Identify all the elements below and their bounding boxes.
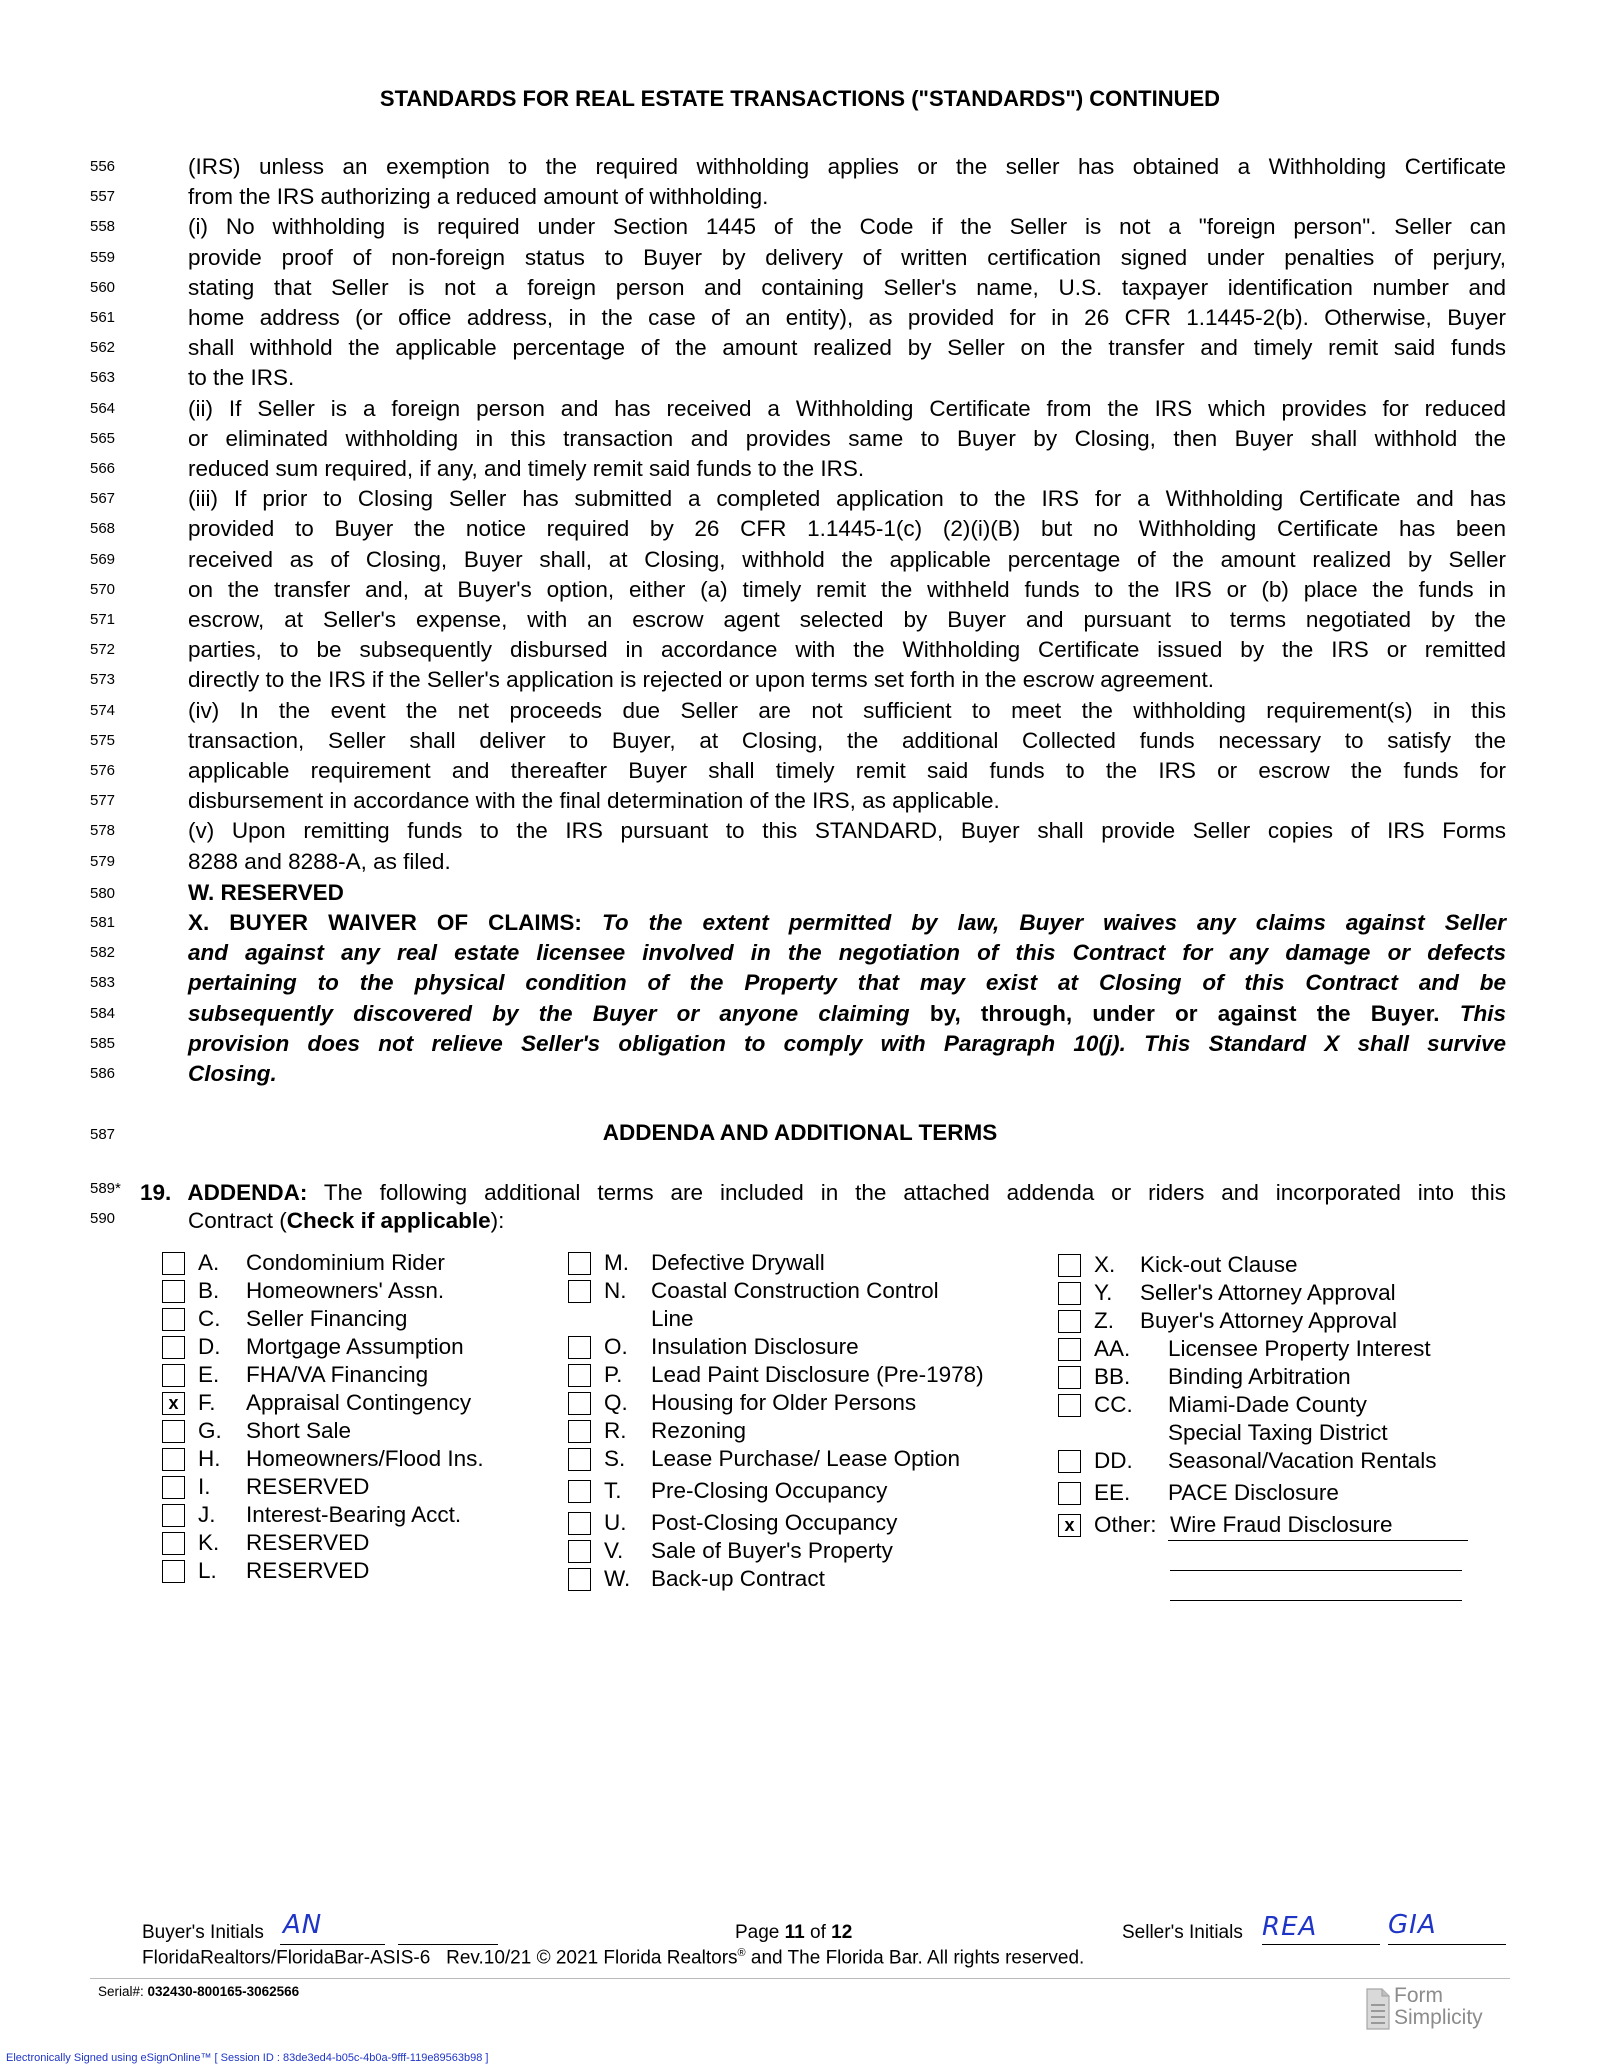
addendum-letter: G.: [198, 1418, 222, 1443]
checkbox-defective-drywall[interactable]: [568, 1252, 591, 1275]
addendum-letter: B.: [198, 1278, 220, 1303]
checkbox-reserved[interactable]: [162, 1532, 185, 1555]
addendum-label: RESERVED: [246, 1474, 370, 1499]
addendum-letter: X.: [1094, 1252, 1116, 1277]
checkbox-seller-financing[interactable]: [162, 1308, 185, 1331]
line-number: 575: [90, 731, 116, 749]
section-x-line: and against any real estate licensee involved in the negotiation of this Contract for any damage or defects: [188, 940, 1506, 966]
addendum-label: Kick-out Clause: [1140, 1252, 1298, 1277]
addendum-letter: M.: [604, 1250, 629, 1275]
section-x-line: X. BUYER WAIVER OF CLAIMS: To the extent permitted by law, Buyer waives any claims against Seller: [188, 910, 1507, 935]
checkbox-insulation-disclosure[interactable]: [568, 1336, 591, 1359]
addendum-letter: L.: [198, 1558, 217, 1583]
body-line: transaction, Seller shall deliver to Buyer, at Closing, the additional Collected funds necessary to satisfy the: [188, 727, 1506, 753]
addendum-label: Interest-Bearing Acct.: [246, 1502, 462, 1527]
addendum-label: Other:: [1094, 1512, 1157, 1537]
checkbox-other[interactable]: x: [1058, 1514, 1081, 1537]
body-line: (i) No withholding is required under Section 1445 of the Code if the Seller is not a "foreign person". Seller can: [188, 214, 1506, 240]
checkbox-pre-closing-occupancy[interactable]: [568, 1480, 591, 1503]
addendum-label-continued: Line: [651, 1306, 694, 1331]
addendum-letter: Y.: [1094, 1280, 1113, 1305]
addendum-letter: P.: [604, 1362, 623, 1387]
checkbox-condominium-rider[interactable]: [162, 1252, 185, 1275]
addendum-label: Insulation Disclosure: [651, 1334, 859, 1359]
serial-number: Serial#: 032430-800165-3062566: [98, 1984, 300, 1999]
form-simplicity-logo: [1366, 1985, 1506, 2033]
addendum-label: Post-Closing Occupancy: [651, 1510, 898, 1535]
addendum-label: Pre-Closing Occupancy: [651, 1478, 888, 1503]
checkbox-lead-paint-disclosure-pre-1978[interactable]: [568, 1364, 591, 1387]
addendum-label: Housing for Older Persons: [651, 1390, 917, 1415]
body-line: (iii) If prior to Closing Seller has submitted a completed application to the IRS for a Withholding Certificate and has: [188, 486, 1506, 512]
body-line: disbursement in accordance with the final determination of the IRS, as applicable.: [188, 788, 1000, 814]
addendum-letter: N.: [604, 1278, 627, 1303]
line-number: 581: [90, 914, 116, 931]
line-number: 585: [90, 1034, 116, 1052]
addendum-label: Binding Arbitration: [1168, 1364, 1351, 1389]
buyer-initial-line-1: [280, 1944, 385, 1945]
line-number: 568: [90, 520, 116, 538]
line-number: 570: [90, 580, 116, 598]
line-number: 556: [90, 158, 116, 175]
addendum-letter: O.: [604, 1334, 628, 1359]
seller-initial-signature-2: GIA: [1388, 1910, 1437, 1940]
checkbox-fha-va-financing[interactable]: [162, 1364, 185, 1387]
addendum-label: Lead Paint Disclosure (Pre-1978): [651, 1362, 984, 1387]
addendum-letter: BB.: [1094, 1364, 1131, 1389]
document-icon: [1366, 1988, 1390, 2030]
addendum-letter: J.: [198, 1502, 216, 1527]
line-number: 569: [90, 550, 116, 568]
addendum-label: Appraisal Contingency: [246, 1390, 472, 1415]
addendum-label: Licensee Property Interest: [1168, 1336, 1431, 1361]
addendum-letter: T.: [604, 1478, 622, 1503]
addendum-letter: I.: [198, 1474, 211, 1499]
section-x-line: pertaining to the physical condition of the Property that may exist at Closing of this Contract and be: [188, 970, 1506, 996]
line-number: 590: [90, 1210, 116, 1227]
addendum-label: Seasonal/Vacation Rentals: [1168, 1448, 1437, 1473]
addendum-label: Short Sale: [246, 1418, 352, 1443]
line-number: 560: [90, 278, 116, 296]
line-number: 562: [90, 339, 116, 357]
paragraph-19-text: The following additional terms are included in the attached addenda or riders and incorporated into this: [307, 1180, 1506, 1205]
line-number: 587: [90, 1126, 116, 1143]
other-addendum-line[interactable]: [1170, 1600, 1462, 1601]
page-title: STANDARDS FOR REAL ESTATE TRANSACTIONS ("STANDARDS") CONTINUED: [379, 86, 1221, 111]
line-number: 582: [90, 944, 116, 962]
line-number: 589*: [90, 1180, 121, 1197]
esign-stamp: Electronically Signed using eSignOnline™ [ Session ID : 83de3ed4-b05c-4b0a-9fff-119e89563b98 ]: [6, 2052, 489, 2064]
checkbox-binding-arbitration[interactable]: [1058, 1366, 1081, 1389]
addendum-label: Mortgage Assumption: [246, 1334, 464, 1359]
addendum-label: Seller Financing: [246, 1306, 408, 1331]
body-line: provide proof of non-foreign status to Buyer by delivery of written certification signed under penalties of perjury,: [188, 244, 1506, 270]
section-x-line: Closing.: [188, 1061, 277, 1086]
checkbox-reserved[interactable]: [162, 1560, 185, 1583]
body-line: escrow, at Seller's expense, with an escrow agent selected by Buyer and pursuant to terms negotiated by the: [188, 607, 1506, 632]
body-line: directly to the IRS if the Seller's application is rejected or upon terms set forth in the escrow agreement.: [188, 667, 1215, 693]
checkbox-kick-out-clause[interactable]: [1058, 1254, 1081, 1277]
addendum-label: Homeowners/Flood Ins.: [246, 1446, 484, 1471]
addendum-letter: H.: [198, 1446, 221, 1471]
line-number: 567: [90, 490, 116, 508]
line-number: 578: [90, 822, 116, 840]
body-line: (ii) If Seller is a foreign person and has received a Withholding Certificate from the IRS which provides for reduced: [188, 395, 1506, 421]
line-number: 586: [90, 1065, 116, 1082]
addendum-label: RESERVED: [246, 1558, 370, 1583]
checkbox-licensee-property-interest[interactable]: [1058, 1338, 1081, 1361]
line-number: 580: [90, 885, 116, 902]
sellers-initials-label: Seller's Initials: [1122, 1922, 1243, 1943]
logo-text-simplicity: Simplicity: [1394, 2006, 1483, 2029]
addendum-label: Lease Purchase/ Lease Option: [651, 1446, 960, 1471]
addendum-label: Coastal Construction Control: [651, 1278, 939, 1303]
addendum-letter: R.: [604, 1418, 627, 1443]
line-number: 583: [90, 974, 116, 992]
checkbox-interest-bearing-acct[interactable]: [162, 1504, 185, 1527]
addendum-label: PACE Disclosure: [1168, 1480, 1339, 1505]
addendum-label-continued: Special Taxing District: [1168, 1420, 1388, 1445]
line-number: 573: [90, 671, 116, 689]
body-line: stating that Seller is not a foreign person and containing Seller's name, U.S. taxpayer identification number and: [188, 274, 1506, 300]
line-number: 563: [90, 369, 116, 387]
addendum-label: Miami-Dade County: [1168, 1392, 1367, 1417]
body-line: applicable requirement and thereafter Buyer shall timely remit said funds to the IRS or escrow the funds for: [188, 758, 1506, 783]
line-number: 572: [90, 641, 116, 659]
body-line: (iv) In the event the net proceeds due Seller are not sufficient to meet the withholding requirement(s) in this: [188, 697, 1506, 723]
line-number: 584: [90, 1004, 116, 1022]
body-line: reduced sum required, if any, and timely remit said funds to the IRS.: [188, 456, 865, 481]
line-number: 561: [90, 309, 116, 326]
seller-initial-line-2: [1388, 1944, 1506, 1945]
checkbox-post-closing-occupancy[interactable]: [568, 1512, 591, 1535]
line-number: 557: [90, 188, 116, 206]
checkbox-back-up-contract[interactable]: [568, 1568, 591, 1591]
section-x-line: provision does not relieve Seller's obligation to comply with Paragraph 10(j). This Standard X shall survive: [188, 1030, 1506, 1056]
paragraph-19-line-1: [140, 1180, 1506, 1206]
line-number: 564: [90, 399, 116, 417]
addendum-label: Homeowners' Assn.: [246, 1278, 445, 1303]
section-x-line: subsequently discovered by the Buyer or anyone claiming by, through, under or against the Buyer. This: [188, 1000, 1506, 1026]
body-line: or eliminated withholding in this transaction and provides same to Buyer by Closing, then Buyer shall withhold the: [188, 425, 1506, 451]
body-line: (v) Upon remitting funds to the IRS pursuant to this STANDARD, Buyer shall provide Seller copies of IRS Forms: [188, 818, 1506, 844]
addendum-letter: F.: [198, 1390, 216, 1415]
seller-initial-signature-1: REA: [1262, 1912, 1318, 1942]
paragraph-19-line-2: Contract (Check if applicable):: [188, 1208, 505, 1233]
line-number: 565: [90, 429, 116, 447]
addendum-letter: E.: [198, 1362, 220, 1387]
checkbox-sale-of-buyer-s-property[interactable]: [568, 1540, 591, 1563]
buyers-initials-label: Buyer's Initials: [142, 1922, 264, 1943]
addendum-letter: Z.: [1094, 1308, 1114, 1333]
seller-initial-line-1: [1262, 1944, 1380, 1945]
body-line: 8288 and 8288-A, as filed.: [188, 848, 451, 874]
line-number: 577: [90, 792, 116, 810]
buyer-initial-signature: AN: [283, 1910, 323, 1940]
addendum-letter: EE.: [1094, 1480, 1131, 1505]
addendum-letter: AA.: [1094, 1336, 1131, 1361]
checkbox-short-sale[interactable]: [162, 1420, 185, 1443]
addendum-label: Condominium Rider: [246, 1250, 445, 1275]
addendum-letter: K.: [198, 1530, 220, 1555]
body-line: provided to Buyer the notice required by 26 CFR 1.1445-1(c) (2)(i)(B) but no Withholding Certificate has been: [188, 516, 1506, 542]
addendum-label: RESERVED: [246, 1530, 370, 1555]
addendum-letter: D.: [198, 1334, 221, 1359]
footer-divider: [90, 1978, 1510, 1979]
checkbox-pace-disclosure[interactable]: [1058, 1482, 1081, 1505]
addendum-letter: C.: [198, 1306, 221, 1331]
checkbox-appraisal-contingency[interactable]: x: [162, 1392, 185, 1415]
addendum-letter: V.: [604, 1538, 624, 1563]
addenda-heading: ADDENDA AND ADDITIONAL TERMS: [602, 1120, 998, 1145]
addendum-label: Rezoning: [651, 1418, 747, 1443]
addendum-letter: CC.: [1094, 1392, 1133, 1417]
checkbox-rezoning[interactable]: [568, 1420, 591, 1443]
form-copyright: FloridaRealtors/FloridaBar-ASIS-6 Rev.10/21 © 2021 Florida Realtors® and The Florida Bar. All rights reserved.: [142, 1947, 1085, 1969]
line-number: 558: [90, 218, 116, 236]
addendum-letter: A.: [198, 1250, 220, 1275]
line-number: 574: [90, 701, 116, 719]
body-line: shall withhold the applicable percentage of the amount realized by Seller on the transfer and timely remit said funds: [188, 335, 1506, 361]
addendum-label: FHA/VA Financing: [246, 1362, 429, 1387]
body-line: home address (or office address, in the case of an entity), as provided for in 26 CFR 1.1445-2(b). Otherwise, Buyer: [188, 305, 1506, 330]
body-line: on the transfer and, at Buyer's option, either (a) timely remit the withheld funds to the IRS or (b) place the funds in: [188, 576, 1506, 602]
logo-text-form: Form: [1394, 1984, 1443, 2007]
checkbox-coastal-construction-control[interactable]: [568, 1280, 591, 1303]
body-line: (IRS) unless an exemption to the required withholding applies or the seller has obtained a Withholding Certificate: [188, 154, 1506, 179]
addendum-letter: S.: [604, 1446, 626, 1471]
line-number: 566: [90, 460, 116, 477]
addendum-letter: Q.: [604, 1390, 628, 1415]
body-line: parties, to be subsequently disbursed in accordance with the Withholding Certificate issued by the IRS or remitted: [188, 637, 1506, 663]
addendum-letter: W.: [604, 1566, 631, 1591]
checkbox-seller-s-attorney-approval[interactable]: [1058, 1282, 1081, 1305]
addendum-label: Buyer's Attorney Approval: [1140, 1308, 1397, 1333]
other-addendum-line: [1168, 1540, 1468, 1541]
body-line: from the IRS authorizing a reduced amount of withholding.: [188, 184, 769, 210]
other-addendum-field[interactable]: Wire Fraud Disclosure: [1170, 1512, 1393, 1537]
buyer-initial-line-2: [398, 1944, 498, 1945]
checkbox-homeowners-flood-ins[interactable]: [162, 1448, 185, 1471]
line-number: 579: [90, 852, 116, 870]
addendum-letter: DD.: [1094, 1448, 1133, 1473]
checkbox-seasonal-vacation-rentals[interactable]: [1058, 1450, 1081, 1473]
addendum-letter: U.: [604, 1510, 627, 1535]
addendum-label: Back-up Contract: [651, 1566, 825, 1591]
checkbox-reserved[interactable]: [162, 1476, 185, 1499]
body-line: received as of Closing, Buyer shall, at Closing, withhold the applicable percentage of the amount realized by Seller: [188, 546, 1506, 572]
line-number: 559: [90, 248, 116, 266]
checkbox-housing-for-older-persons[interactable]: [568, 1392, 591, 1415]
line-number: 571: [90, 611, 116, 628]
other-addendum-line[interactable]: [1170, 1570, 1462, 1571]
checkbox-mortgage-assumption[interactable]: [162, 1336, 185, 1359]
checkbox-homeowners-assn[interactable]: [162, 1280, 185, 1303]
addendum-label: Seller's Attorney Approval: [1140, 1280, 1396, 1305]
paragraph-19-label: 19. ADDENDA:: [140, 1180, 308, 1205]
line-number: 576: [90, 762, 116, 779]
addendum-label: Sale of Buyer's Property: [651, 1538, 893, 1563]
checkbox-miami-dade-county[interactable]: [1058, 1394, 1081, 1417]
checkbox-lease-purchase-lease-option[interactable]: [568, 1448, 591, 1471]
addendum-label: Defective Drywall: [651, 1250, 825, 1275]
body-line: to the IRS.: [188, 365, 295, 391]
checkbox-buyer-s-attorney-approval[interactable]: [1058, 1310, 1081, 1333]
page-number: Page 11 of 12: [735, 1922, 853, 1943]
section-w-reserved: W. RESERVED: [188, 880, 344, 905]
